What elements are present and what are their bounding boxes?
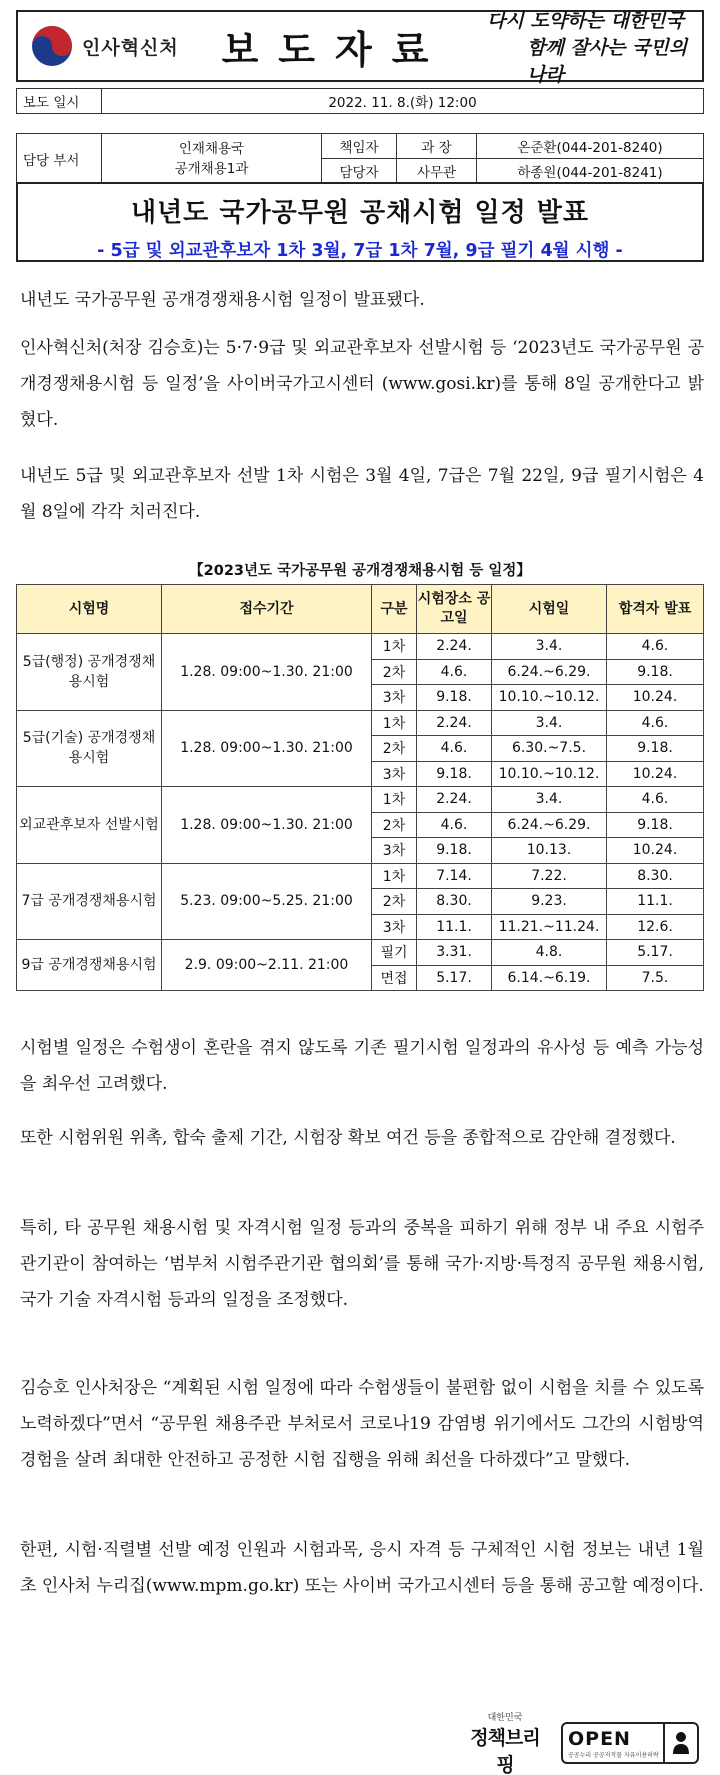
exam-name: 7급 공개경쟁채용시험 <box>17 863 162 940</box>
exam-stage: 3차 <box>372 685 417 711</box>
paragraph-7: 김승호 인사처장은 “계획된 시험 일정에 따라 수험생들이 불편함 없이 시험을 치를 수 있도록 노력하겠다”면서 “공무원 채용주관 부처로서 코로나19 감염병 위기에서도 그간의 시험방역 경험을 살려 최대한 안전하고 공정한 시험 집행을 위해 최선을 다하겠다”고 말했다. <box>20 1378 704 1470</box>
result-date: 10.24. <box>607 838 704 864</box>
table-row <box>17 787 704 813</box>
result-date: 4.6. <box>607 787 704 813</box>
schedule-title: 【2023년도 국가공무원 공개경쟁채용시험 등 일정】 <box>189 563 531 579</box>
exam-date: 9.23. <box>492 889 607 915</box>
result-date: 4.6. <box>607 710 704 736</box>
contact-role: 담당자 <box>322 159 397 184</box>
exam-date: 7.22. <box>492 863 607 889</box>
application-period: 1.28. 09:00~1.30. 21:00 <box>162 710 372 787</box>
exam-date: 4.8. <box>492 940 607 966</box>
exam-date: 11.21.~11.24. <box>492 914 607 940</box>
venue-notice-date: 5.17. <box>417 965 492 991</box>
table-row <box>17 940 704 966</box>
application-period: 5.23. 09:00~5.25. 21:00 <box>162 863 372 940</box>
release-date-label: 보도 일시 <box>17 89 102 114</box>
paragraph-6: 특히, 타 공무원 채용시험 및 자격시험 일정 등과의 중복을 피하기 위해 정부 내 주요 시험주관기관이 참여하는 ‘범부처 시험주관기관 협의회’를 통해 국가·지방·특정직 공무원 채용시험, 국가 기술 자격시험 등과의 일정을 조정했다. <box>20 1218 704 1310</box>
exam-date: 10.10.~10.12. <box>492 685 607 711</box>
slogan-line-2: 함께 잘사는 국민의 나라 <box>527 36 688 86</box>
org-logo <box>18 12 193 80</box>
result-date: 9.18. <box>607 659 704 685</box>
open-word: OPEN <box>568 1727 631 1750</box>
exam-stage: 면접 <box>372 965 417 991</box>
exam-date: 6.14.~6.19. <box>492 965 607 991</box>
result-date: 9.18. <box>607 812 704 838</box>
exam-date: 6.24.~6.29. <box>492 812 607 838</box>
policy-briefing-small: 대한민국 <box>487 1713 523 1723</box>
exam-date: 10.13. <box>492 838 607 864</box>
paragraph-2: 인사혁신처(처장 김승호)는 5·7·9급 및 외교관후보자 선발시험 등 ‘2023년도 국가공무원 공개경쟁채용시험 등 일정’을 사이버국가고시센터 (www.gosi.kr)를 통해 8일 공개한다고 밝혔다. <box>20 338 704 430</box>
dept-value <box>102 134 322 184</box>
paragraph-1: 내년도 국가공무원 공개경쟁채용시험 일정이 발표됐다. <box>20 290 425 310</box>
release-info-table <box>16 88 704 184</box>
col-header-stage: 구분 <box>372 585 417 634</box>
press-release-title: 보도자료 <box>221 26 449 72</box>
venue-notice-date: 9.18. <box>417 761 492 787</box>
org-name: 인사혁신처 <box>82 36 179 59</box>
exam-name: 9급 공개경쟁채용시험 <box>17 940 162 991</box>
slogan-line-1: 다시 도약하는 대한민국 <box>487 9 684 32</box>
exam-stage: 2차 <box>372 736 417 762</box>
col-header-venue-notice: 시험장소 공고일 <box>417 585 492 634</box>
taegeuk-icon <box>30 24 74 68</box>
table-row <box>17 710 704 736</box>
exam-date: 3.4. <box>492 710 607 736</box>
venue-notice-date: 3.31. <box>417 940 492 966</box>
contact-phone: 하종원(044-201-8241) <box>477 159 704 184</box>
exam-stage: 3차 <box>372 838 417 864</box>
contact-role: 책임자 <box>322 134 397 159</box>
table-row <box>17 634 704 660</box>
result-date: 8.30. <box>607 863 704 889</box>
col-header-period: 접수기간 <box>162 585 372 634</box>
exam-date: 3.4. <box>492 787 607 813</box>
exam-name: 5급(행정) 공개경쟁채용시험 <box>17 634 162 711</box>
venue-notice-date: 11.1. <box>417 914 492 940</box>
venue-notice-date: 2.24. <box>417 787 492 813</box>
policy-briefing-name: 정책브리핑 <box>470 1727 540 1775</box>
exam-stage: 3차 <box>372 914 417 940</box>
exam-stage: 3차 <box>372 761 417 787</box>
dept-label: 담당 부서 <box>17 134 102 184</box>
exam-date: 6.30.~7.5. <box>492 736 607 762</box>
dept-line-1: 인재채용국 <box>178 140 245 157</box>
exam-stage: 2차 <box>372 812 417 838</box>
paragraph-4: 시험별 일정은 수험생이 혼란을 겪지 않도록 기존 필기시험 일정과의 유사성 등 예측 가능성을 최우선 고려했다. <box>20 1038 704 1094</box>
venue-notice-date: 9.18. <box>417 685 492 711</box>
result-date: 10.24. <box>607 761 704 787</box>
press-header <box>16 9 704 86</box>
col-header-exam-date: 시험일 <box>492 585 607 634</box>
open-license-text: 공공누리 공공저작물 자유이용허락 <box>568 1751 659 1759</box>
exam-stage: 1차 <box>372 787 417 813</box>
paragraph-5: 또한 시험위원 위촉, 합숙 출제 기간, 시험장 확보 여건 등을 종합적으로 감안해 결정했다. <box>20 1128 676 1148</box>
result-date: 5.17. <box>607 940 704 966</box>
contact-position: 과 장 <box>397 134 477 159</box>
application-period: 1.28. 09:00~1.30. 21:00 <box>162 634 372 711</box>
venue-notice-date: 7.14. <box>417 863 492 889</box>
government-slogan <box>477 9 702 86</box>
application-period: 2.9. 09:00~2.11. 21:00 <box>162 940 372 991</box>
result-date: 12.6. <box>607 914 704 940</box>
venue-notice-date: 2.24. <box>417 710 492 736</box>
col-header-result: 합격자 발표 <box>607 585 704 634</box>
result-date: 10.24. <box>607 685 704 711</box>
schedule-header-row <box>17 585 704 634</box>
exam-stage: 필기 <box>372 940 417 966</box>
attribution-icon <box>663 1724 697 1762</box>
exam-stage: 1차 <box>372 863 417 889</box>
release-date-value: 2022. 11. 8.(화) 12:00 <box>102 89 704 114</box>
venue-notice-date: 9.18. <box>417 838 492 864</box>
venue-notice-date: 2.24. <box>417 634 492 660</box>
exam-date: 10.10.~10.12. <box>492 761 607 787</box>
venue-notice-date: 4.6. <box>417 736 492 762</box>
exam-name: 5급(기술) 공개경쟁채용시험 <box>17 710 162 787</box>
paragraph-3: 내년도 5급 및 외교관후보자 선발 1차 시험은 3월 4일, 7급은 7월 22일, 9급 필기시험은 4월 8일에 각각 치러진다. <box>20 466 704 522</box>
exam-stage: 1차 <box>372 710 417 736</box>
application-period: 1.28. 09:00~1.30. 21:00 <box>162 787 372 864</box>
exam-name: 외교관후보자 선발시험 <box>17 787 162 864</box>
result-date: 7.5. <box>607 965 704 991</box>
table-row <box>17 863 704 889</box>
exam-stage: 2차 <box>372 659 417 685</box>
exam-stage: 1차 <box>372 634 417 660</box>
result-date: 11.1. <box>607 889 704 915</box>
exam-stage: 2차 <box>372 889 417 915</box>
paragraph-8: 한편, 시험·직렬별 선발 예정 인원과 시험과목, 응시 자격 등 구체적인 시험 정보는 내년 1월 초 인사처 누리집(www.mpm.go.kr) 또는 사이버 국가고시센터 등을 통해 공고할 예정이다. <box>20 1540 704 1596</box>
dept-line-2: 공개채용1과 <box>174 160 249 177</box>
headline-box <box>16 182 704 262</box>
result-date: 9.18. <box>607 736 704 762</box>
exam-date: 6.24.~6.29. <box>492 659 607 685</box>
headline: 내년도 국가공무원 공채시험 일정 발표 <box>130 198 590 228</box>
venue-notice-date: 4.6. <box>417 659 492 685</box>
venue-notice-date: 4.6. <box>417 812 492 838</box>
policy-briefing-logo <box>465 1710 545 1775</box>
kogl-open-logo <box>561 1722 699 1764</box>
exam-date: 3.4. <box>492 634 607 660</box>
venue-notice-date: 8.30. <box>417 889 492 915</box>
col-header-exam: 시험명 <box>17 585 162 634</box>
contact-position: 사무관 <box>397 159 477 184</box>
result-date: 4.6. <box>607 634 704 660</box>
schedule-table <box>16 584 704 991</box>
contact-phone: 온준환(044-201-8240) <box>477 134 704 159</box>
subheadline: - 5급 및 외교관후보자 1차 3월, 7급 1차 7월, 9급 필기 4월 시행 - <box>97 241 623 261</box>
